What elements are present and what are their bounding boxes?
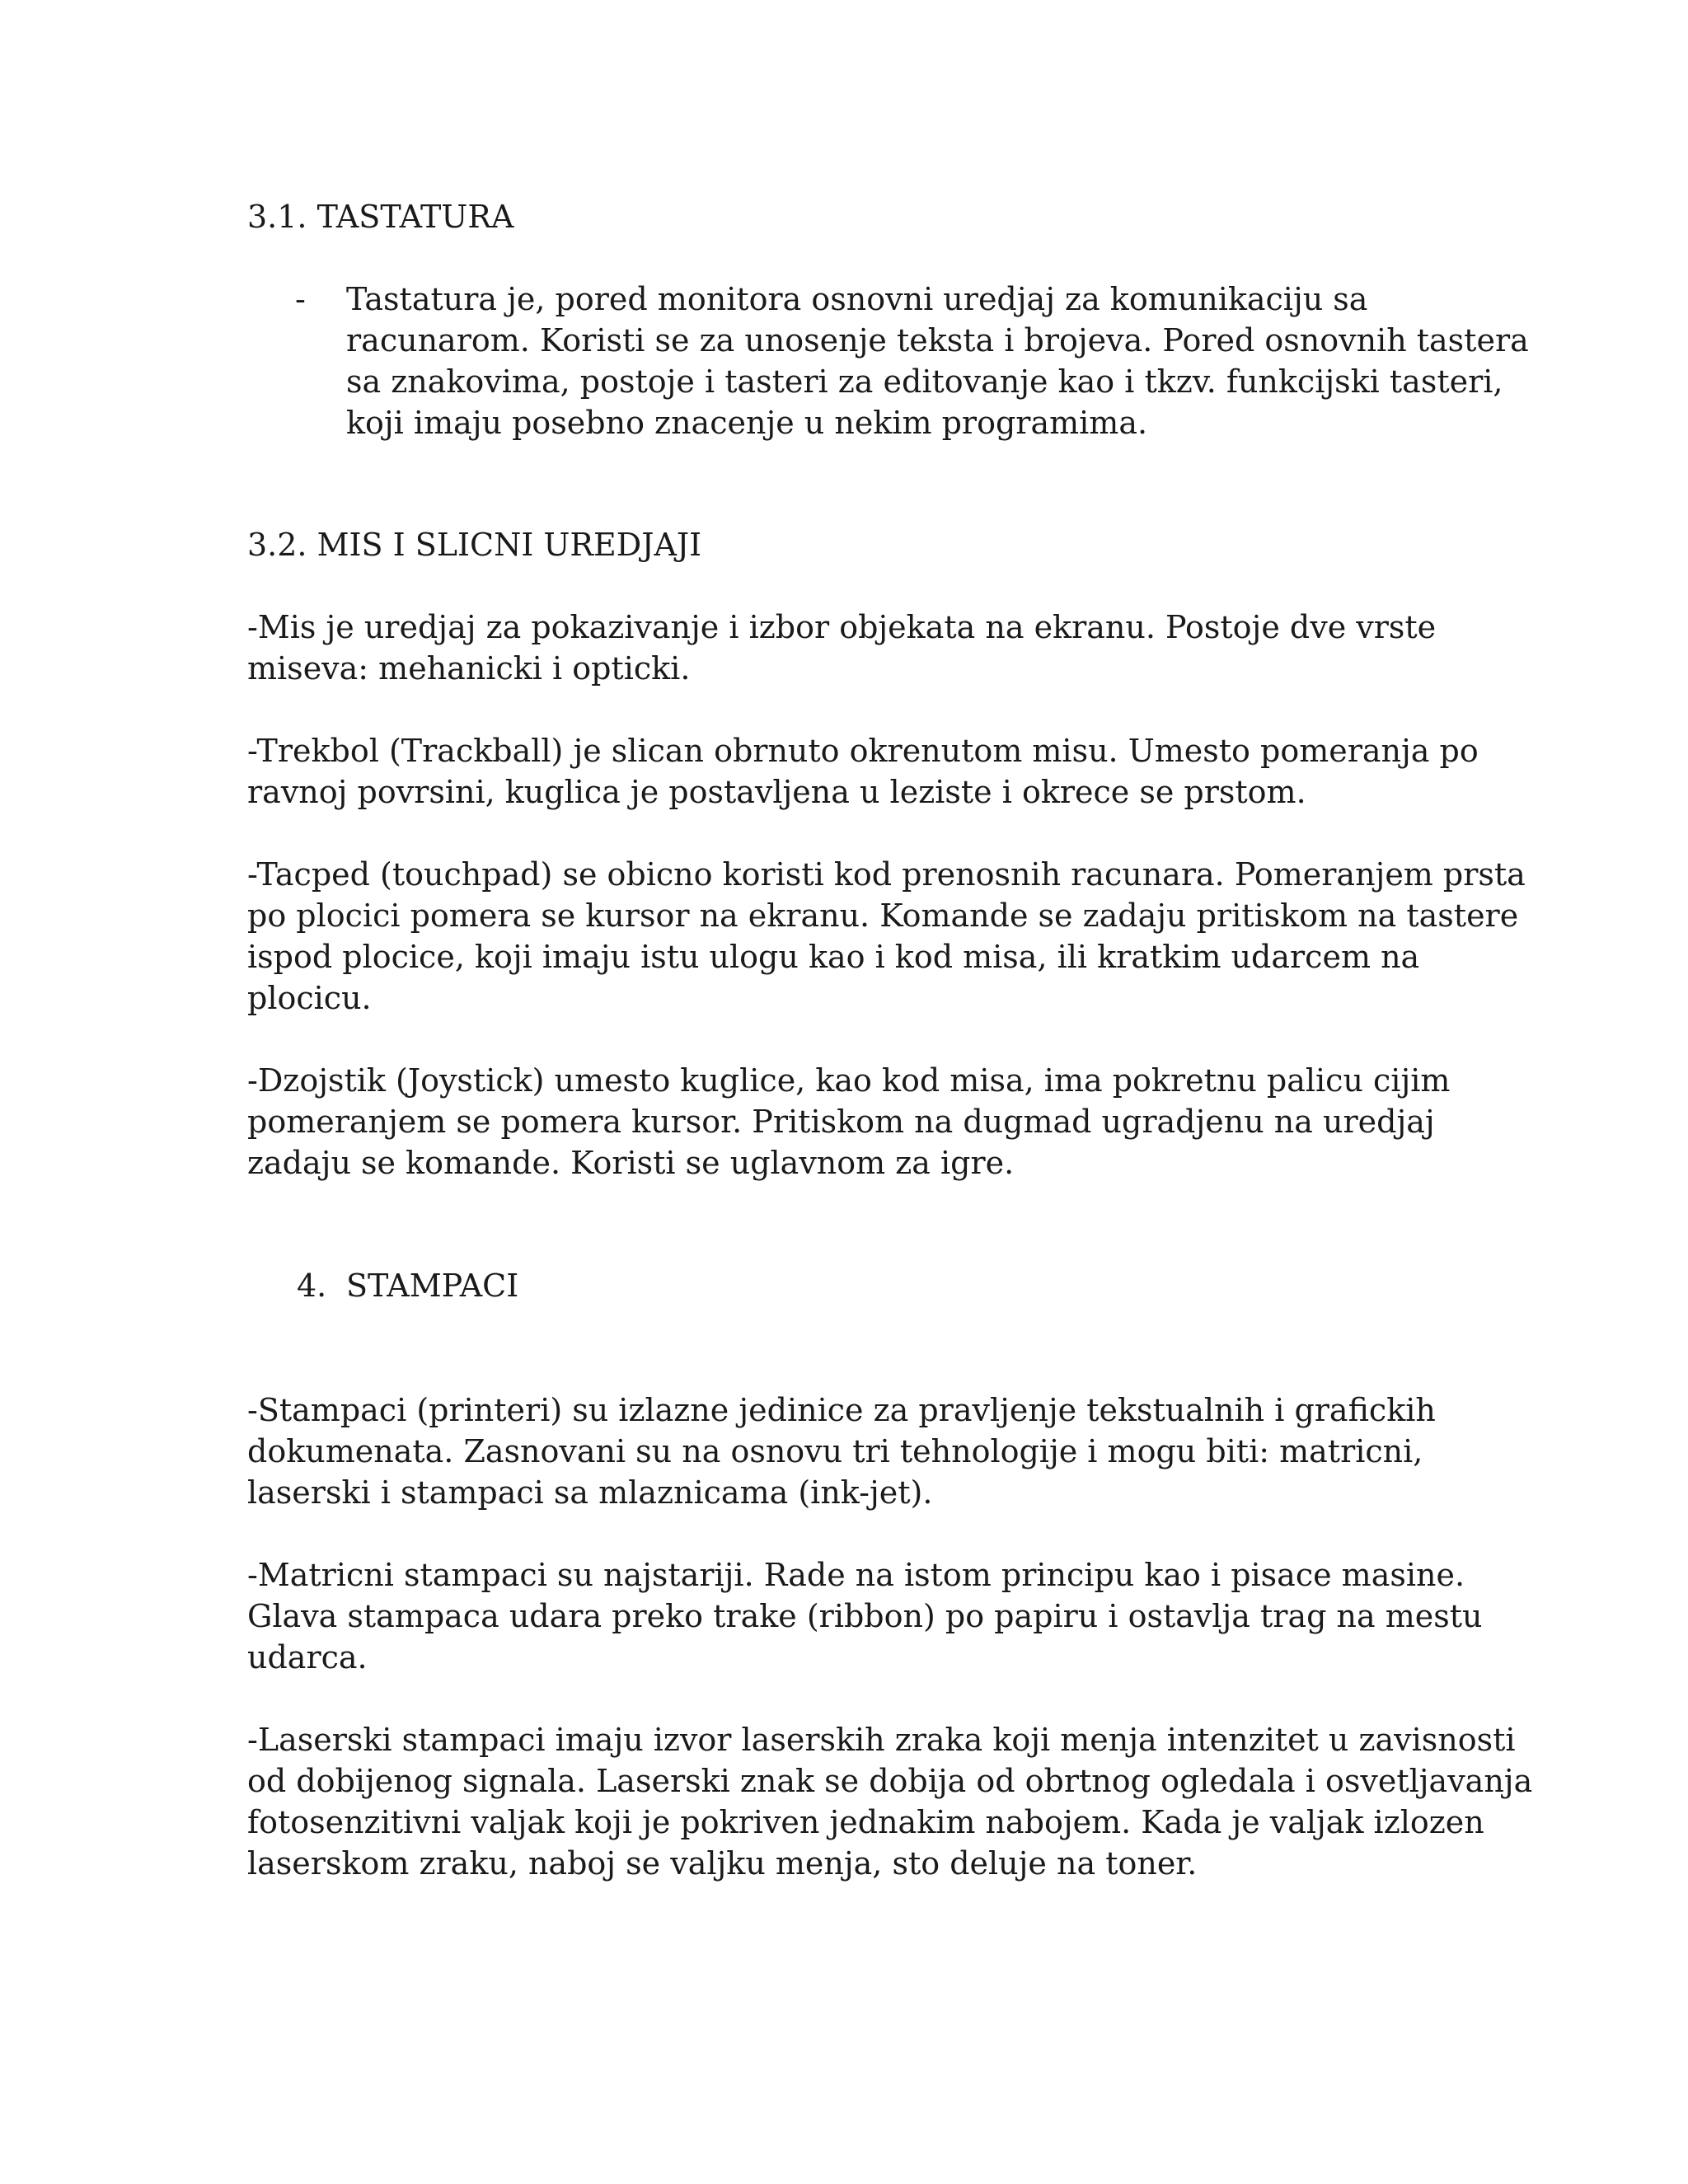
text-line: plocicu. [247, 980, 372, 1016]
section-number: 4. [297, 1268, 327, 1304]
text-line: -Tacped (touchpad) se obicno koristi kod prenosnih racunara. Pomeranjem prsta [247, 856, 1526, 893]
heading-stampaci: STAMPACI [346, 1268, 519, 1304]
heading-mis: 3.2. MIS I SLICNI UREDJAJI [247, 527, 702, 563]
text-line: zadaju se komande. Koristi se uglavnom za igre. [247, 1145, 1015, 1181]
text-line: pomeranjem se pomera kursor. Pritiskom na dugmad ugradjenu na uredjaj [247, 1104, 1435, 1140]
text-line: -Laserski stampaci imaju izvor laserskih zraka koji menja intenzitet u zavisnosti [247, 1722, 1516, 1758]
text-line: laserski i stampaci sa mlaznicama (ink-jet). [247, 1474, 933, 1511]
text-line: -Matricni stampaci su najstariji. Rade na istom principu kao i pisace masine. [247, 1557, 1465, 1593]
text-line: -Stampaci (printeri) su izlazne jedinice za pravljenje tekstualnih i grafickih [247, 1392, 1436, 1428]
text-line: Glava stampaca udara preko trake (ribbon) po papiru i ostavlja trag na mestu [247, 1598, 1483, 1634]
text-line: -Mis je uredjaj za pokazivanje i izbor objekata na ekranu. Postoje dve vrste [247, 609, 1437, 645]
text-line: od dobijenog signala. Laserski znak se dobija od obrtnog ogledala i osvetljavanja [247, 1763, 1533, 1799]
text-line: laserskom zraku, naboj se valjku menja, sto deluje na toner. [247, 1845, 1198, 1882]
text-line: po plocici pomera se kursor na ekranu. Komande se zadaju pritiskom na tastere [247, 898, 1519, 934]
text-line: Tastatura je, pored monitora osnovni uredjaj za komunikaciju sa [346, 281, 1368, 317]
text-line: -Trekbol (Trackball) je slican obrnuto okrenutom misu. Umesto pomeranja po [247, 733, 1479, 769]
text-line: koji imaju posebno znacenje u nekim programima. [346, 405, 1148, 441]
text-line: ispod plocice, koji imaju istu ulogu kao i kod misa, ili kratkim udarcem na [247, 939, 1420, 975]
heading-tastatura: 3.1. TASTATURA [247, 199, 514, 235]
text-line: ravnoj povrsini, kuglica je postavljena u leziste i okrece se prstom. [247, 774, 1306, 810]
text-line: racunarom. Koristi se za unosenje teksta i brojeva. Pored osnovnih tastera [346, 322, 1529, 359]
text-line: udarca. [247, 1639, 368, 1675]
text-line: dokumenata. Zasnovani su na osnovu tri tehnologije i mogu biti: matricni, [247, 1433, 1423, 1469]
text-line: sa znakovima, postoje i tasteri za editovanje kao i tkzv. funkcijski tasteri, [346, 363, 1503, 400]
text-line: -Dzojstik (Joystick) umesto kuglice, kao kod misa, ima pokretnu palicu cijim [247, 1062, 1451, 1099]
text-line: fotosenzitivni valjak koji je pokriven jednakim nabojem. Kada je valjak izlozen [247, 1804, 1484, 1840]
bullet-marker: - [295, 281, 306, 317]
text-line: miseva: mehanicki i opticki. [247, 650, 691, 687]
